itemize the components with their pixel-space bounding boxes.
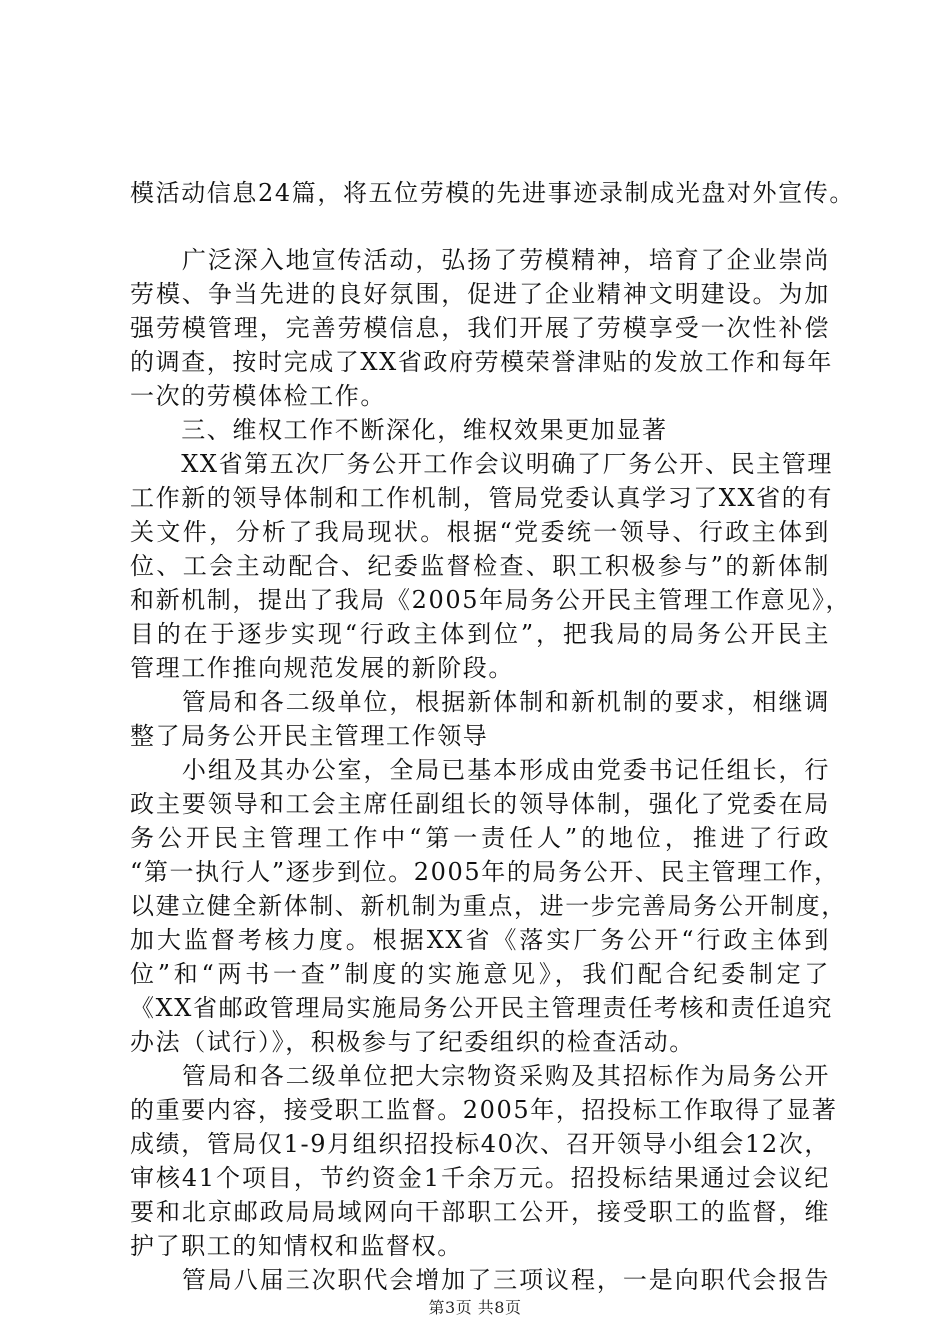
- text-line: 要和北京邮政局局域网向干部职工公开，接受职工的监督，维: [130, 1198, 830, 1226]
- text-line: 劳模、争当先进的良好氛围，促进了企业精神文明建设。为加: [130, 280, 830, 308]
- text-line: 管局和各二级单位把大宗物资采购及其招标作为局务公开: [130, 1062, 830, 1090]
- text-line: 审核41个项目，节约资金1千余万元。招投标结果通过会议纪: [130, 1164, 830, 1192]
- text-line: 管局八届三次职代会增加了三项议程，一是向职代会报告: [130, 1266, 830, 1294]
- section-heading: 三、维权工作不断深化，维权效果更加显著: [130, 416, 668, 444]
- text-line: 位、工会主动配合、纪委监督检查、职工积极参与”的新体制: [130, 552, 830, 580]
- text-line: 护了职工的知情权和监督权。: [130, 1232, 463, 1260]
- text-line: 工作新的领导体制和工作机制，管局党委认真学习了XX省的有: [130, 484, 833, 512]
- text-line: 整了局务公开民主管理工作领导: [130, 722, 489, 750]
- text-line: 一次的劳模体检工作。: [130, 382, 386, 410]
- text-line: 的调查，按时完成了XX省政府劳模荣誉津贴的发放工作和每年: [130, 348, 833, 376]
- text-line: 关文件，分析了我局现状。根据“党委统一领导、行政主体到: [130, 518, 830, 546]
- text-line: 和新机制，提出了我局《2005年局务公开民主管理工作意见》，: [130, 586, 852, 614]
- text-line: 成绩，管局仅1-9月组织招投标40次、召开领导小组会12次，: [130, 1130, 830, 1158]
- text-line: 加大监督考核力度。根据XX省《落实厂务公开“行政主体到: [130, 926, 830, 954]
- text-line: 政主要领导和工会主席任副组长的领导体制，强化了党委在局: [130, 790, 830, 818]
- text-line: 管局和各二级单位，根据新体制和新机制的要求，相继调: [130, 688, 830, 716]
- page-footer: 第3页 共8页: [428, 1298, 522, 1317]
- text-line: “第一执行人”逐步到位。2005年的局务公开、民主管理工作，: [130, 858, 840, 886]
- text-line: 以建立健全新体制、新机制为重点，进一步完善局务公开制度，: [130, 892, 847, 920]
- text-line: 的重要内容，接受职工监督。2005年，招投标工作取得了显著: [130, 1096, 838, 1124]
- text-line: 广泛深入地宣传活动，弘扬了劳模精神，培育了企业崇尚: [130, 246, 830, 274]
- text-line: 管理工作推向规范发展的新阶段。: [130, 654, 514, 682]
- text-line: 小组及其办公室，全局已基本形成由党委书记任组长，行: [130, 756, 830, 784]
- text-line: XX省第五次厂务公开工作会议明确了厂务公开、民主管理: [130, 450, 833, 478]
- text-line: 强劳模管理，完善劳模信息，我们开展了劳模享受一次性补偿: [130, 314, 830, 342]
- text-line: 位”和“两书一查”制度的实施意见》，我们配合纪委制定了: [130, 960, 830, 988]
- text-line: 办法（试行）》，积极参与了纪委组织的检查活动。: [130, 1028, 695, 1056]
- text-line: 目的在于逐步实现“行政主体到位”，把我局的局务公开民主: [130, 620, 830, 648]
- text-line: 模活动信息24篇，将五位劳模的先进事迹录制成光盘对外宣传。: [130, 179, 855, 207]
- text-line: 《XX省邮政管理局实施局务公开民主管理责任考核和责任追究: [130, 994, 833, 1022]
- text-line: 务公开民主管理工作中“第一责任人”的地位，推进了行政: [130, 824, 830, 852]
